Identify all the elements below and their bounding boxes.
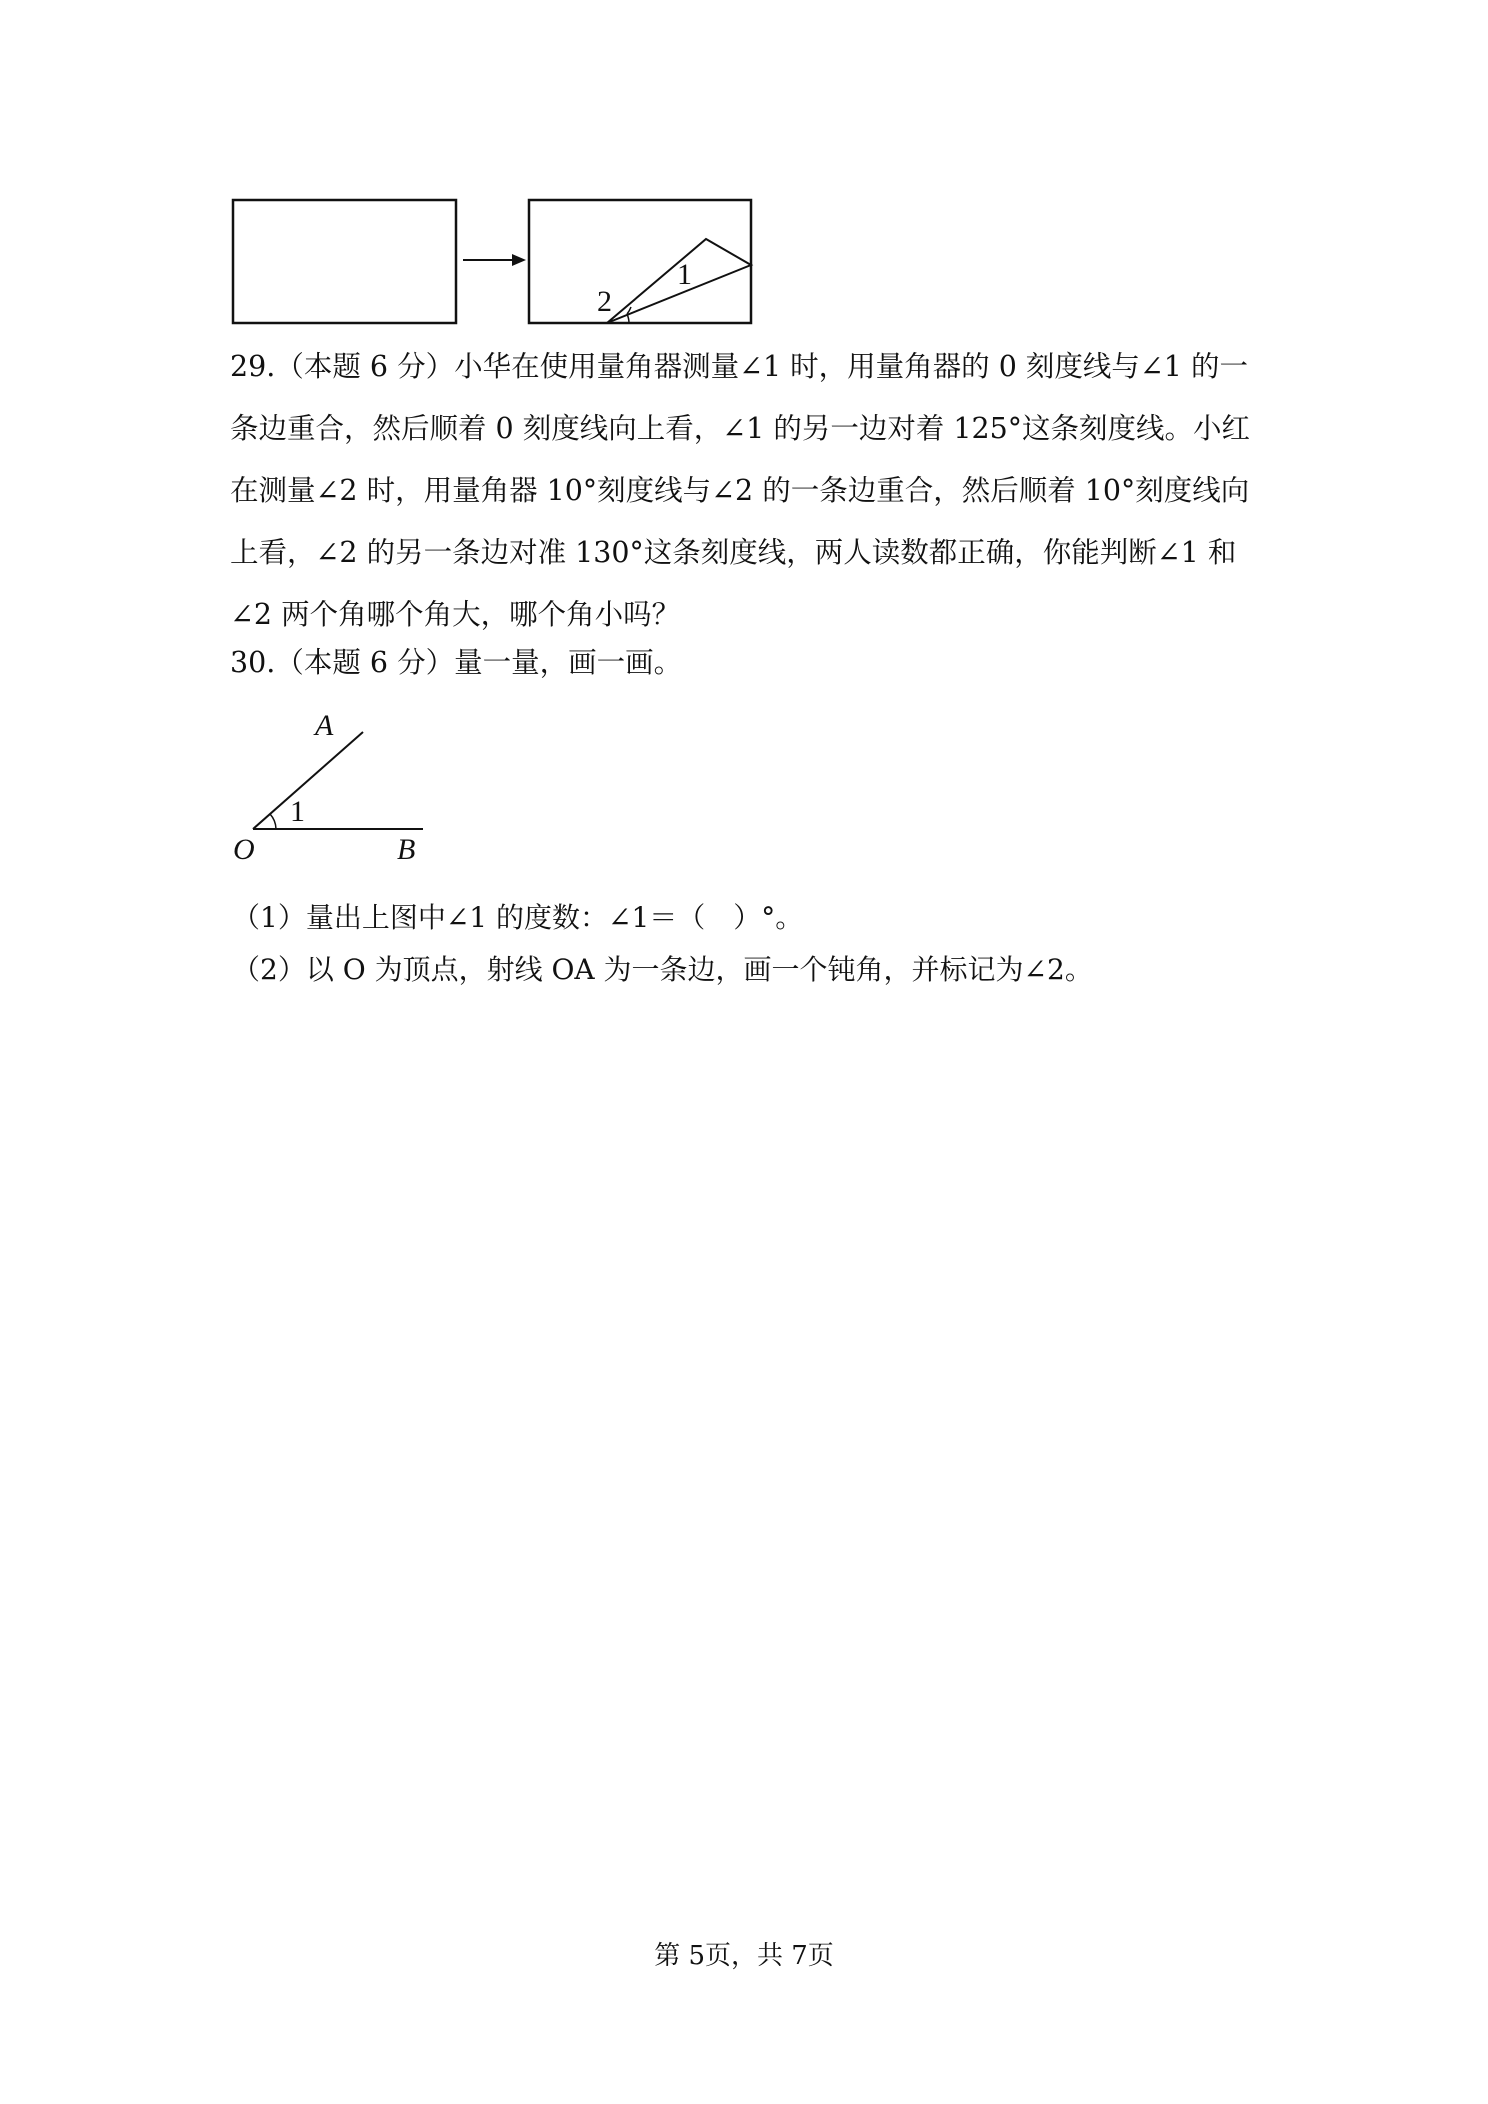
fold-label-1: 1 <box>677 258 692 291</box>
q30-sub-2: （2）以 O 为顶点，射线 OA 为一条边，画一个钝角，并标记为∠2。 <box>232 953 1093 986</box>
label-a: A <box>315 709 334 742</box>
q29-line-5: ∠2 两个角哪个角大，哪个角小吗？ <box>230 598 681 631</box>
angle-figure <box>220 705 440 865</box>
arrow-head <box>512 254 526 266</box>
q30-sub-1: （1）量出上图中∠1 的度数：∠1＝（ ）°。 <box>232 901 804 934</box>
q30-title: 30.（本题 6 分）量一量，画一画。 <box>230 646 683 679</box>
original-paper-rect <box>233 200 456 323</box>
ray-oa <box>253 732 363 829</box>
angle-1-mark <box>270 814 276 829</box>
q29-line-4: 上看，∠2 的另一条边对准 130°这条刻度线，两人读数都正确，你能判断∠1 和 <box>230 536 1237 569</box>
label-b: B <box>397 833 416 865</box>
q29-line-3: 在测量∠2 时，用量角器 10°刻度线与∠2 的一条边重合，然后顺着 10°刻度线向 <box>230 474 1250 507</box>
folded-paper-rect <box>529 200 751 323</box>
page-footer: 第 5页，共 7页 <box>654 1941 834 1971</box>
angle-2-arc <box>627 314 629 323</box>
q29-line-2: 条边重合，然后顺着 0 刻度线向上看，∠1 的另一边对着 125°这条刻度线。小红 <box>230 412 1251 445</box>
q29-line-1: 29.（本题 6 分）小华在使用量角器测量∠1 时，用量角器的 0 刻度线与∠1 的一 <box>230 350 1248 383</box>
fold-label-2: 2 <box>597 285 612 318</box>
label-angle-1: 1 <box>290 795 305 828</box>
label-o: O <box>233 833 255 865</box>
